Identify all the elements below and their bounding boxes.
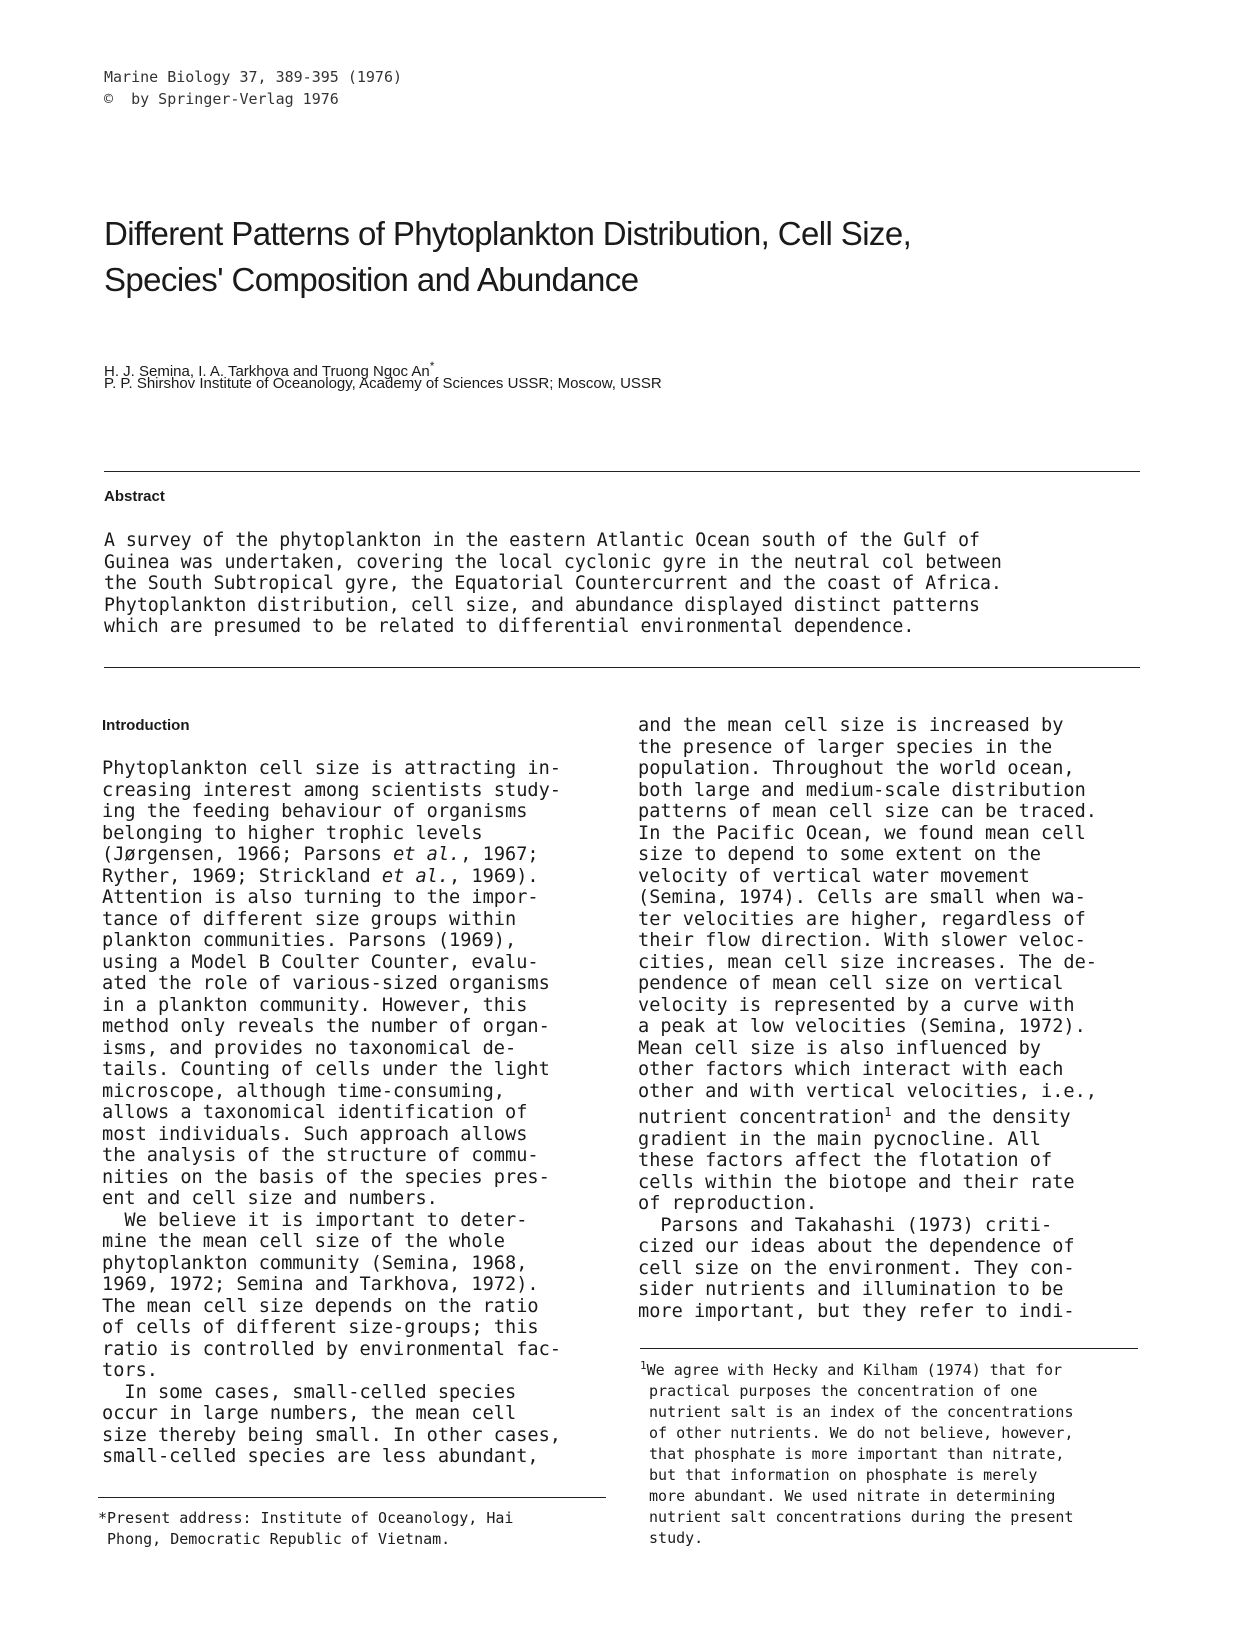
body-line: ent and cell size and numbers. — [102, 1188, 438, 1209]
body-line: Mean cell size is also influenced by — [638, 1037, 1041, 1059]
footnote-line: nutrient salt concentrations during the present — [640, 1508, 1074, 1526]
body-line: velocity of vertical water movement — [638, 865, 1030, 887]
body-line: of reproduction. — [638, 1193, 818, 1215]
body-line-citation: (Jørgensen, 1966; Parsons et al., 1967; — [102, 844, 539, 865]
body-line: the presence of larger species in the — [638, 736, 1053, 758]
footnote-rule-left — [98, 1497, 606, 1498]
journal-citation: Marine Biology 37, 389-395 (1976) — [104, 68, 403, 86]
title-line-2: Species' Composition and Abundance — [104, 261, 639, 298]
body-line: tance of different size groups within — [102, 908, 517, 930]
body-line: In the Pacific Ocean, we found mean cell — [638, 822, 1086, 844]
journal-header — [104, 66, 402, 110]
body-line: Phytoplankton cell size is attracting in- — [102, 758, 561, 779]
introduction-heading: Introduction — [102, 717, 190, 734]
footnote-line: $^1$We agree with Hecky and Kilham (1974) that for — [640, 1359, 1063, 1379]
body-line: We believe it is important to deter- — [102, 1209, 528, 1231]
body-line: nities on the basis of the species pres- — [102, 1166, 550, 1188]
body-line: and the mean cell size is increased by — [638, 715, 1064, 736]
footnote-mark: 1 — [640, 1359, 647, 1372]
body-line-footnote-ref: nutrient concentration$^1$ and the density — [638, 1105, 1071, 1129]
body-line: sider nutrients and illumination to be — [638, 1279, 1064, 1301]
body-line: cells within the biotope and their rate — [638, 1171, 1075, 1193]
body-line: of cells of different size-groups; this — [102, 1317, 539, 1338]
paper-title — [104, 211, 1104, 303]
footnote-line: of other nutrients. We do not believe, however, — [640, 1424, 1074, 1442]
body-line: cized our ideas about the dependence of — [638, 1236, 1075, 1258]
body-line: most individuals. Such approach allows — [102, 1123, 528, 1145]
body-line: cities, mean cell size increases. The de- — [638, 951, 1097, 973]
title-line-1: Different Patterns of Phytoplankton Distribution, Cell Size, — [104, 215, 912, 252]
body-line: other factors which interact with each — [638, 1059, 1064, 1080]
body-line: method only reveals the number of organ- — [102, 1016, 550, 1037]
abstract-line: A survey of the phytoplankton in the eastern Atlantic Ocean south of the Gulf of — [104, 530, 980, 551]
copyright-line: © by Springer-Verlag 1976 — [104, 90, 339, 108]
body-line: in a plankton community. However, this — [102, 994, 528, 1016]
body-line: ated the role of various-sized organisms — [102, 973, 550, 994]
body-line: more important, but they refer to indi- — [638, 1300, 1075, 1322]
footnote-line: study. — [640, 1529, 704, 1547]
footnote-left — [98, 1508, 513, 1550]
body-line: population. Throughout the world ocean, — [638, 758, 1075, 779]
body-line: gradient in the main pycnocline. All — [638, 1128, 1041, 1150]
footnote-line: Phong, Democratic Republic of Vietnam. — [98, 1530, 451, 1548]
body-line-citation: Ryther, 1969; Strickland et al., 1969). — [102, 865, 539, 887]
body-line: Parsons and Takahashi (1973) criti- — [638, 1214, 1053, 1236]
abstract-line: which are presumed to be related to differential environmental dependence. — [104, 616, 915, 637]
body-line: allows a taxonomical identification of — [102, 1102, 528, 1123]
footnote-line: but that information on phosphate is merely — [640, 1466, 1038, 1484]
body-line: 1969, 1972; Semina and Tarkhova, 1972). — [102, 1274, 539, 1295]
body-line: velocity is represented by a curve with — [638, 994, 1075, 1016]
body-line: patterns of mean cell size can be traced. — [638, 801, 1097, 822]
abstract-body — [104, 530, 1144, 638]
body-line: ratio is controlled by environmental fac- — [102, 1338, 561, 1360]
body-line: the analysis of the structure of commu- — [102, 1145, 539, 1166]
body-line: occur in large numbers, the mean cell — [102, 1403, 517, 1424]
author-footnote-mark: * — [429, 359, 435, 373]
body-column-right — [638, 715, 1097, 1322]
abstract-line: Guinea was undertaken, covering the local cyclonic gyre in the neutral col between — [104, 551, 1002, 573]
body-line: plankton communities. Parsons (1969), — [102, 930, 517, 951]
footnote-right — [640, 1355, 1073, 1549]
author-names: H. J. Semina, I. A. Tarkhova and Truong Ngoc An — [104, 363, 430, 380]
body-line: using a Model B Coulter Counter, evalu- — [102, 951, 539, 973]
body-line: Attention is also turning to the impor- — [102, 887, 539, 908]
body-line: other and with vertical velocities, i.e., — [638, 1080, 1097, 1102]
body-line: ter velocities are higher, regardless of — [638, 908, 1086, 930]
body-line: creasing interest among scientists study- — [102, 779, 561, 801]
body-line: cell size on the environment. They con- — [638, 1257, 1075, 1279]
footnote-line: *Present address: Institute of Oceanology, Hai — [98, 1509, 514, 1527]
body-line: The mean cell size depends on the ratio — [102, 1295, 539, 1317]
body-line: size to depend to some extent on the — [638, 844, 1041, 865]
body-line: small-celled species are less abundant, — [102, 1446, 539, 1467]
body-line: belonging to higher trophic levels — [102, 822, 483, 844]
affiliation: P. P. Shirshov Institute of Oceanology, Academy of Sciences USSR; Moscow, USSR — [104, 375, 662, 392]
body-line: (Semina, 1974). Cells are small when wa- — [638, 887, 1086, 908]
body-line: both large and medium-scale distribution — [638, 779, 1086, 801]
abstract-bottom-rule — [104, 667, 1140, 668]
footnote-rule-right — [640, 1348, 1138, 1349]
abstract-line: Phytoplankton distribution, cell size, and abundance displayed distinct patterns — [104, 594, 980, 616]
body-line: a peak at low velocities (Semina, 1972). — [638, 1016, 1086, 1037]
abstract-heading: Abstract — [104, 488, 165, 505]
body-line: ing the feeding behaviour of organisms — [102, 801, 528, 822]
footnote-line: practical purposes the concentration of one — [640, 1382, 1038, 1400]
body-line: size thereby being small. In other cases, — [102, 1424, 561, 1446]
footnote-ref-mark: 1 — [884, 1105, 892, 1119]
footnote-line: nutrient salt is an index of the concentrations — [640, 1403, 1074, 1421]
body-line: microscope, although time-consuming, — [102, 1080, 505, 1102]
body-line: these factors affect the flotation of — [638, 1150, 1053, 1172]
body-line: mine the mean cell size of the whole — [102, 1231, 505, 1252]
body-line: tails. Counting of cells under the light — [102, 1059, 550, 1080]
abstract-line: the South Subtropical gyre, the Equatorial Countercurrent and the coast of Africa. — [104, 573, 1002, 594]
body-column-left — [102, 758, 561, 1468]
body-line: phytoplankton community (Semina, 1968, — [102, 1252, 528, 1274]
footnote-line: more abundant. We used nitrate in determining — [640, 1487, 1056, 1505]
body-line: tors. — [102, 1360, 158, 1381]
body-line: their flow direction. With slower veloc- — [638, 930, 1086, 951]
abstract-top-rule — [104, 471, 1140, 472]
body-line: pendence of mean cell size on vertical — [638, 973, 1064, 994]
body-line: isms, and provides no taxonomical de- — [102, 1037, 517, 1059]
body-line: In some cases, small-celled species — [102, 1381, 517, 1403]
footnote-line: that phosphate is more important than nitrate, — [640, 1445, 1065, 1463]
